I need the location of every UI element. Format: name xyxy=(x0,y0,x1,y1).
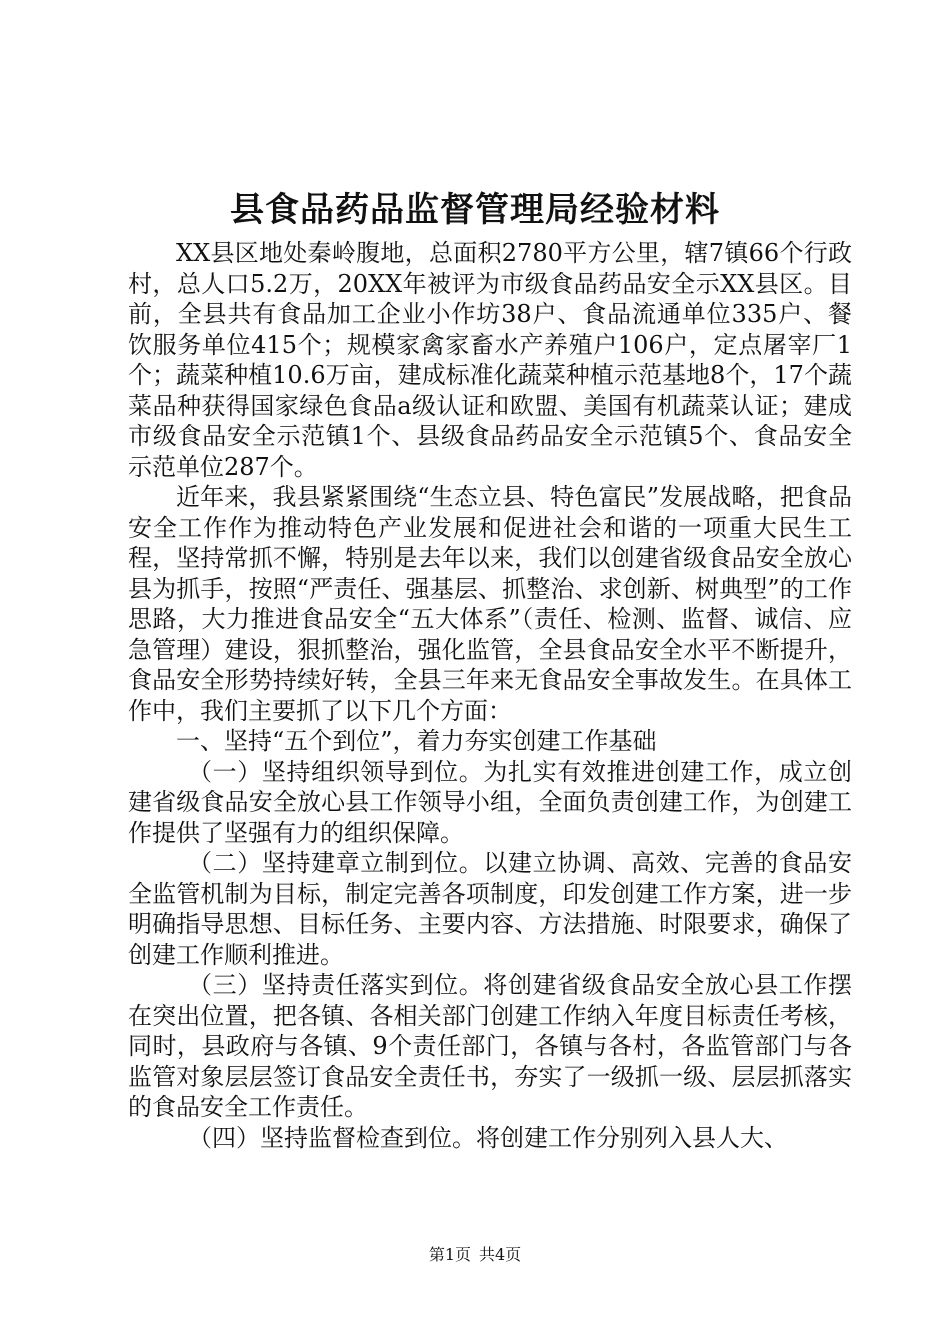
document-body xyxy=(128,238,852,1153)
page-total: 共4页 xyxy=(479,1245,522,1264)
subsection-2: （二）坚持建章立制到位。以建立协调、高效、完善的食品安全监管机制为目标，制定完善各项制度，印发创建工作方案，进一步明确指导思想、目标任务、主要内容、方法措施、时限要求，确保了创建工作顺利推进。 xyxy=(128,849,852,969)
paragraph-recent-years: 近年来，我县紧紧围绕“生态立县、特色富民”发展战略，把食品安全工作作为推动特色产业发展和促进社会和谐的一项重大民生工程，坚持常抓不懈，特别是去年以来，我们以创建省级食品安全放心县为抓手，按照“严责任、强基层、抓整治、求创新、树典型”的工作思路，大力推进食品安全“五大体系”（责任、检测、监督、诚信、应急管理）建设，狠抓整治，强化监管，全县食品安全水平不断提升，食品安全形势持续好转，全县三年来无食品安全事故发生。在具体工作中，我们主要抓了以下几个方面： xyxy=(128,483,852,725)
section-heading-1: 一、坚持“五个到位”，着力夯实创建工作基础 xyxy=(176,727,657,755)
subsection-3: （三）坚持责任落实到位。将创建省级食品安全放心县工作摆在突出位置，把各镇、各相关部门创建工作纳入年度目标责任考核，同时，县政府与各镇、9个责任部门，各镇与各村，各监管部门与各监管对象层层签订食品安全责任书，夯实了一级抓一级、层层抓落实的食品安全工作责任。 xyxy=(128,971,852,1121)
subsection-1: （一）坚持组织领导到位。为扎实有效推进创建工作，成立创建省级食品安全放心县工作领导小组，全面负责创建工作，为创建工作提供了坚强有力的组织保障。 xyxy=(128,757,852,847)
paragraph-overview: XX县区地处秦岭腹地，总面积2780平方公里，辖7镇66个行政村，总人口5.2万，20XX年被评为市级食品药品安全示XX县区。目前，全县共有食品加工企业小作坊38户、食品流通单位335户、餐饮服务单位415个；规模家禽家畜水产养殖户106户，定点屠宰厂1个；蔬菜种植10.6万亩，建成标准化蔬菜种植示范基地8个，17个蔬菜品种获得国家绿色食品a级认证和欧盟、美国有机蔬菜认证；建成市级食品安全示范镇1个、县级食品药品安全示范镇5个、食品安全示范单位287个。 xyxy=(128,239,852,481)
subsection-4: （四）坚持监督检查到位。将创建工作分别列入县人大、 xyxy=(188,1123,788,1152)
document-title: 县食品药品监督管理局经验材料 xyxy=(230,190,720,230)
page-footer xyxy=(0,1244,950,1266)
page-number: 第1页 xyxy=(428,1245,471,1264)
